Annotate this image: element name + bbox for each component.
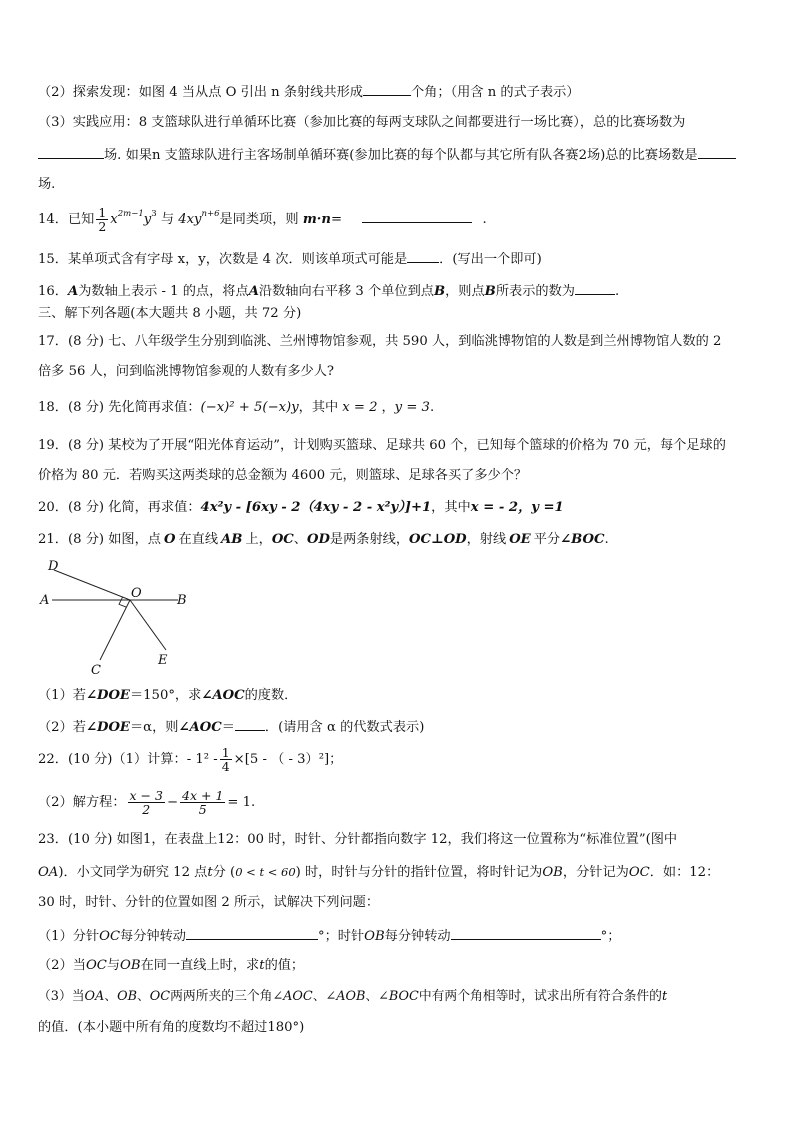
q14-end: . [482, 212, 487, 227]
q16-text-a2: 为数轴上表示 - 1 的点，将点 [78, 284, 249, 299]
q22-p2-minus: − [166, 795, 179, 810]
q15-answer-blank[interactable] [407, 250, 439, 263]
q13-part3-text-a: （3）实践应用：8 支篮球队进行单循环比赛（参加比赛的每两支球队之间都要进行一场比赛），总的比赛场数为 [38, 115, 686, 130]
q15-text-a: 15．某单项式含有字母 x，y，次数是 4 次．则该单项式可能是 [38, 252, 408, 267]
q23-line3: 30 时，时针、分针的位置如图 2 所示，试解决下列问题： [38, 895, 380, 910]
q23-p1-text-d: 每分钟转动 [384, 929, 451, 944]
q21-stem [38, 532, 609, 548]
q18-end: . [429, 400, 435, 415]
q22-p2-num1: x − 3 [129, 788, 163, 803]
q23-p1-ob: OB [364, 929, 385, 944]
q23-p2-ob: OB [120, 958, 141, 973]
q13-part3-line3 [38, 177, 55, 193]
q14 [38, 205, 487, 235]
q22-p2-fraction1 [128, 789, 165, 816]
q21-text-f: ，射线 [466, 532, 507, 547]
q18-expression: (−x)² + 5(−x)y [200, 400, 299, 415]
q16-text-a5: 所表示的数为 [495, 284, 575, 299]
q14-term2: 4xy [178, 212, 202, 227]
q23-oa: OA [38, 865, 59, 880]
q13-answer-blank-2[interactable] [38, 146, 104, 159]
q22-p1-den: 4 [221, 759, 230, 774]
q13-part2-text-a: （2）探索发现：如图 4 当从点 O 引出 n 条射线共形成 [38, 85, 363, 100]
q23-p2-text-a: （2）当 [38, 958, 86, 973]
q23-part1 [38, 927, 620, 945]
q14-text-a: 14．已知 [38, 212, 95, 227]
q15-text-b: ．(写出一个即可) [439, 252, 542, 267]
ray-od [54, 570, 130, 600]
q16 [38, 282, 619, 300]
q18-condition-x: x = 2 [342, 400, 378, 415]
q21-part2 [38, 718, 424, 736]
q23-l2-text-d: ，分针记为 [562, 865, 629, 880]
q23-ob: OB [542, 865, 563, 880]
q23-line1: 23．(10 分) 如图1，在表盘上12：00 时，时针、分针都指向数字 12，我们将这一位置称为“标准位置”(图中 [38, 832, 678, 847]
q21-p2-text-c: ＝ [221, 720, 235, 735]
q23-p1-text-c: °；时针 [317, 929, 365, 944]
q13-answer-blank-3[interactable] [698, 146, 736, 159]
label-o: O [131, 586, 142, 601]
q23-p3-s4: 、 [365, 989, 379, 1004]
q16-point-a2: A [248, 284, 259, 299]
q21-ab: AB [221, 532, 243, 547]
q23-t: t [207, 865, 213, 880]
q23-p3-text-a: （3）当 [38, 989, 85, 1004]
q17-line2: 倍多 56 人，问到临洮博物馆参观的人数有多少人? [38, 364, 334, 379]
q21-oc: OC [271, 532, 294, 547]
q22-p2-text-a: （2）解方程： [38, 795, 126, 810]
q18 [38, 400, 434, 416]
q22-p2-den1: 2 [142, 802, 151, 817]
q13-part3-line2 [38, 146, 736, 164]
q22-p1-num: 1 [221, 745, 230, 760]
q23-p1-text-e: °； [600, 929, 621, 944]
q15 [38, 250, 542, 268]
q21-p2-text-d: ．(请用含 α 的代数式表示) [264, 720, 425, 735]
q17-line1: 17．(8 分) 七、八年级学生分别到临洮、兰州博物馆参观，共 590 人，到临洮博物馆的人数是到兰州博物馆人数的 2 [38, 334, 722, 349]
q22-p2-fraction2 [180, 789, 225, 816]
q22-p1-text-a: 22．(10 分)（1）计算：- 1² - [38, 752, 218, 767]
label-a: A [40, 593, 50, 608]
q21-p1-text-a: （1）若 [38, 688, 86, 703]
q23-p3-s1: 、 [104, 989, 118, 1004]
q20 [38, 500, 564, 516]
q21-geometry-figure [36, 556, 196, 676]
q14-frac-den: 2 [98, 219, 107, 234]
q23-p3-aoc: ∠AOC [272, 989, 313, 1004]
q21-part1 [38, 688, 297, 704]
q21-p1-text-b: ＝150°，求 [129, 688, 202, 703]
q21-oe: OE [509, 532, 531, 547]
q19-line1: 19．(8 分) 某校为了开展“阳光体育运动”，计划购买篮球、足球共 60 个，已知每个篮球的价格为 70 元，每个足球的 [38, 438, 726, 453]
q23-p2-text-b: 与 [106, 958, 121, 973]
q23-p3-text-c: 中有两个角相等时，试求出所有符合条件的 [418, 989, 662, 1004]
q23-p3-ob: OB [117, 989, 137, 1004]
q23-p2-oc: OC [85, 958, 107, 973]
q16-answer-blank[interactable] [575, 282, 615, 295]
q21-p1-aoc: ∠AOC [201, 688, 245, 703]
q14-x: x [110, 212, 118, 227]
q14-eq: = [330, 212, 343, 227]
q23-l2-text-e: ．如：12： [649, 865, 720, 880]
q21-p1-doe: ∠DOE [85, 688, 130, 703]
q21-text-b: 在直线 [178, 532, 219, 547]
q22-p2-eq: = 1 [227, 795, 252, 810]
q23-part3 [38, 989, 667, 1005]
q20-text-a: 20．(8 分) 化简，再求值： [38, 500, 201, 515]
q22-p2-end: . [251, 795, 256, 810]
q23-p3-oa: OA [84, 989, 105, 1004]
q18-sep: ， [381, 400, 395, 415]
q22-part2 [38, 786, 255, 820]
q16-point-a: A [67, 284, 79, 299]
q21-p2-aoc: ∠AOC [178, 720, 222, 735]
q21-text-e: 是两条射线， [329, 532, 410, 547]
q20-text-b: ，其中 [431, 500, 471, 515]
q18-condition-y: y = 3 [394, 400, 430, 415]
label-b: B [177, 593, 187, 608]
q20-condition: x = - 2，y =1 [470, 500, 564, 515]
label-e: E [158, 653, 168, 668]
q23-p1-oc: OC [99, 929, 121, 944]
q13-answer-blank-1[interactable] [363, 83, 411, 96]
q23-p2-t: t [259, 958, 265, 973]
q23-part2 [38, 958, 304, 974]
q21-perp: OC⊥OD [409, 532, 467, 547]
q22-p1-fraction [220, 746, 232, 773]
q13-part2 [38, 83, 580, 101]
q23-p1-text-b: 每分钟转动 [120, 929, 186, 944]
q21-p2-text-b: ＝α，则 [129, 720, 179, 735]
q19-line2: 价格为 80 元．若购买这两类球的总金额为 4600 元，则篮球、足球各买了多少个？ [38, 468, 528, 483]
q16-point-b: B [433, 284, 446, 299]
q21-o: O [163, 532, 176, 547]
q23-l2-text-b: 分 ( [212, 865, 236, 880]
q23-p3-text-b: 两两所夹的三个角 [170, 989, 273, 1004]
q23-p3-t: t [661, 989, 668, 1004]
q14-y: y [143, 212, 152, 227]
q18-text-b: ，其中 [298, 400, 339, 415]
q22-part1 [38, 743, 342, 777]
q14-exp3: n+6 [201, 209, 220, 219]
q22-p2-num2: 4x + 1 [182, 788, 224, 803]
q13-part2-text-b: 个角；（用含 n 的式子表示） [411, 85, 580, 100]
q23-answer-blank-1[interactable] [186, 927, 318, 940]
q21-text-a: 21．(8 分) 如图，点 [38, 532, 161, 547]
label-d: D [48, 559, 59, 574]
q14-mn: m·n [302, 212, 331, 227]
ray-oe [130, 600, 166, 650]
q23-answer-blank-2[interactable] [451, 927, 601, 940]
q13-part3-line1 [38, 115, 685, 131]
q21-p1-text-c: 的度数． [244, 688, 298, 703]
q23-p3-s2: 、 [136, 989, 150, 1004]
q21-end: . [604, 532, 609, 547]
q20-expression: 4x²y - [6xy - 2（4xy - 2 - x²y）]+1 [200, 500, 432, 515]
q23-p3-s3: 、 [312, 989, 326, 1004]
q13-part3-text-c: 场. [38, 177, 56, 192]
q13-part3-text-b: 场. 如果n 支篮球队进行主客场制单循环赛(参加比赛的每个队都与其它所有队各赛2场)总的比赛场数是 [104, 148, 698, 163]
q14-text-b: 是同类项，则 [219, 212, 299, 227]
q21-answer-blank[interactable] [235, 718, 265, 731]
q21-od: OD [306, 532, 330, 547]
q23-p3-boc: ∠BOC [378, 989, 419, 1004]
q23-p3-aob: ∠AOB [325, 989, 366, 1004]
q14-fraction [96, 206, 108, 233]
q23-p1-text-a: （1）分针 [38, 929, 100, 944]
q14-mid: 与 [160, 212, 174, 227]
q23-p3-oc: OC [149, 989, 171, 1004]
q21-text-c: 上， [245, 532, 272, 547]
q22-p1-text-b: ×[5 - （ - 3）²]； [233, 752, 343, 767]
q21-text-d: 、 [293, 532, 307, 547]
ray-oc [100, 600, 130, 660]
q23-last-line: 的值．(本小题中所有角的度数均不超过180°) [38, 1020, 305, 1035]
q16-point-b2: B [484, 284, 496, 299]
q23-p2-text-d: 的值； [264, 958, 305, 973]
q16-end: . [614, 284, 620, 299]
q21-boc: ∠BOC [560, 532, 605, 547]
q16-text-a3: 沿数轴向右平移 3 个单位到点 [258, 284, 434, 299]
q14-exp2: 3 [151, 209, 157, 219]
q21-text-g: 平分 [533, 532, 561, 547]
q23-l2-text-a: )．小文同学为研究 12 点 [58, 865, 208, 880]
q23-line2 [38, 864, 719, 881]
q21-p2-text-a: （2）若 [38, 720, 86, 735]
q23-range: 0 < t < 60 [235, 865, 296, 879]
q23-p2-text-c: 在同一直线上时，求 [140, 958, 260, 973]
label-c: C [91, 663, 101, 676]
q14-exp1: 2m−1 [117, 209, 144, 219]
section3-heading: 三、解下列各题(本大题共 8 小题，共 72 分) [38, 306, 302, 321]
q23-l2-text-c: ) 时，时针与分针的指针位置，将时针记为 [295, 865, 543, 880]
q22-p2-den2: 5 [198, 802, 207, 817]
q14-frac-num: 1 [98, 205, 107, 220]
q21-p2-doe: ∠DOE [85, 720, 130, 735]
q14-answer-blank[interactable] [362, 210, 472, 223]
q23-oc: OC [628, 865, 650, 880]
q16-text-a4: ，则点 [445, 284, 485, 299]
q18-text-a: 18．(8 分) 先化简再求值： [38, 400, 201, 415]
q16-num: 16． [38, 284, 68, 299]
